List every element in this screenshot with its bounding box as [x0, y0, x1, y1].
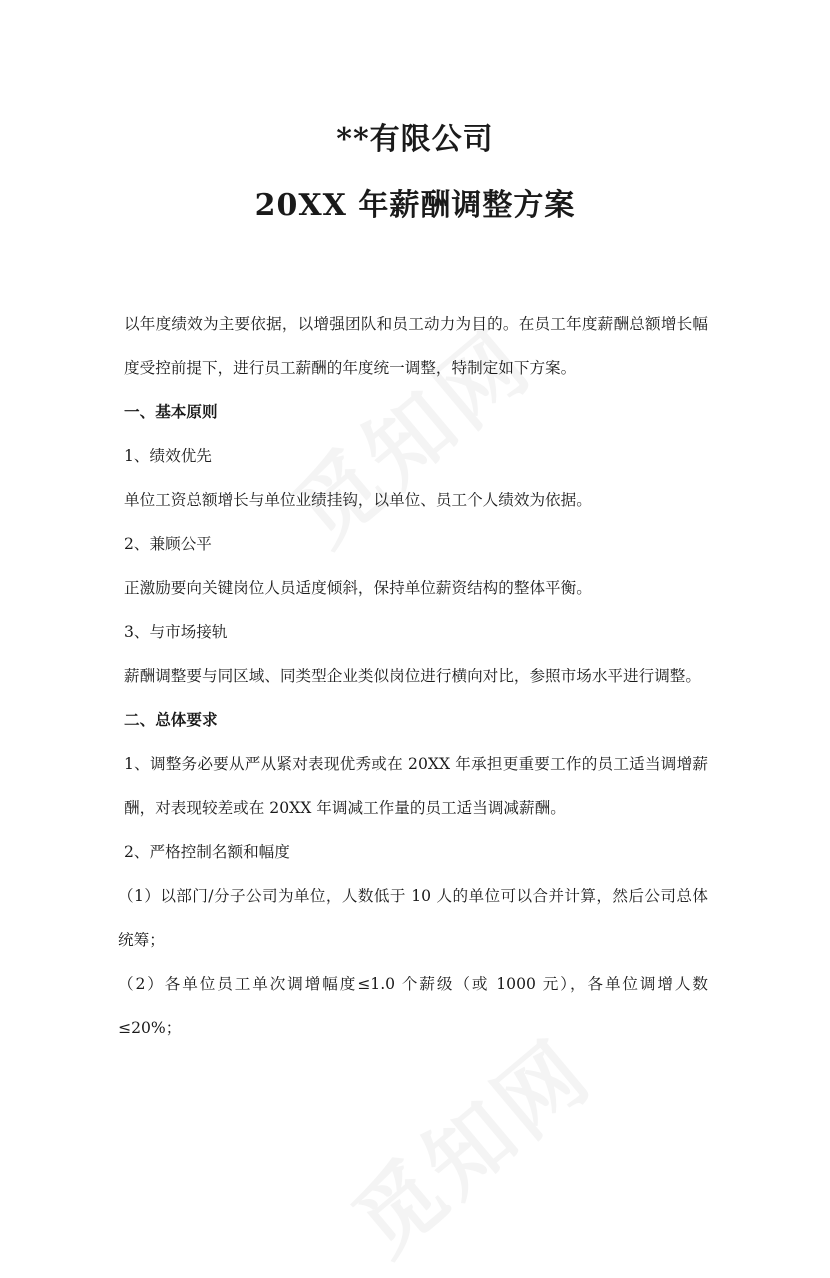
- document-title-plan: 20XX 年薪酬调整方案: [254, 188, 576, 223]
- principle-2-text: 正激励要向关键岗位人员适度倾斜，保持单位薪资结构的整体平衡。: [124, 579, 592, 597]
- requirement-2-sub-1: （1）以部门/分子公司为单位，人数低于 10 人的单位可以合并计算，然后公司总体统筹；: [118, 887, 708, 949]
- principle-3-text: 薪酬调整要与同区域、同类型企业类似岗位进行横向对比，参照市场水平进行调整。: [124, 667, 701, 685]
- document-title-company: **有限公司: [336, 122, 494, 157]
- section-heading-basic-principles: 一、基本原则: [124, 402, 218, 421]
- intro-paragraph: 以年度绩效为主要依据，以增强团队和员工动力为目的。在员工年度薪酬总额增长幅度受控前提下，进行员工薪酬的年度统一调整，特制定如下方案。: [124, 315, 708, 377]
- principle-1-text: 单位工资总额增长与单位业绩挂钩，以单位、员工个人绩效为依据。: [124, 491, 592, 509]
- section-heading-general-requirements: 二、总体要求: [124, 710, 218, 729]
- requirement-2-sub-2: （2）各单位员工单次调增幅度≤1.0 个薪级（或 1000 元），各单位调增人数≤20%；: [118, 975, 708, 1037]
- document-body: [118, 302, 708, 1050]
- requirement-2-title: 2、严格控制名额和幅度: [124, 843, 290, 861]
- principle-1-title: 1、绩效优先: [124, 447, 212, 465]
- requirement-1-text: 1、调整务必要从严从紧对表现优秀或在 20XX 年承担更重要工作的员工适当调增薪酬，对表现较差或在 20XX 年调减工作量的员工适当调减薪酬。: [124, 755, 708, 817]
- principle-3-title: 3、与市场接轨: [124, 623, 228, 641]
- principle-2-title: 2、兼顾公平: [124, 535, 212, 553]
